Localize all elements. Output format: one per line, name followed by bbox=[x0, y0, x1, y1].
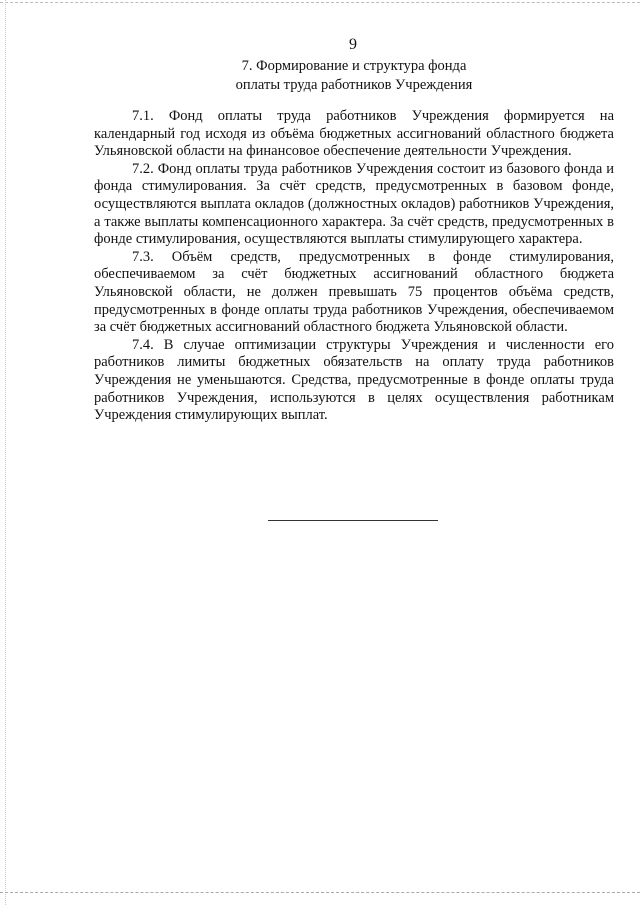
section-title-line-2: оплаты труда работников Учреждения bbox=[235, 77, 473, 93]
section-body bbox=[94, 108, 614, 425]
scan-edge-bottom bbox=[0, 892, 640, 893]
scan-edge-left bbox=[5, 0, 6, 905]
paragraph-7-4: 7.4. В случае оптимизации структуры Учреждения и численности его работников лимиты бюджетных обязательств на оплату труда работников Учреждения не уменьшаются. Средства, предусмотренные в фонде оплаты труда работников Учреждения, используются в целях осуществления работникам Учреждения стимулирующих выплат. bbox=[94, 336, 614, 424]
section-title-line-1: 7. Формирование и структура фонда bbox=[241, 58, 467, 74]
paragraph-7-3: 7.3. Объём средств, предусмотренных в фонде стимулирования, обеспечиваемом за счёт бюджетных ассигнований областного бюджета Ульяновской области, не должен превышать 75 процентов объёма средств, предусмотренных в фонде оплаты труда работников Учреждения, обеспечиваемом за счёт бюджетных ассигнований областного бюджета Ульяновской области. bbox=[94, 248, 614, 336]
end-separator-line bbox=[268, 520, 438, 521]
paragraph-7-2: 7.2. Фонд оплаты труда работников Учреждения состоит из базового фонда и фонда стимулирования. За счёт средств, предусмотренных в базовом фонде, осуществляются выплата окладов (должностных окладов) работников Учреждения, а также выплаты компенсационного характера. За счёт средств, предусмотренных в фонде стимулирования, осуществляются выплаты стимулирующего характера. bbox=[94, 160, 614, 248]
section-title bbox=[94, 57, 614, 95]
scan-edge-top bbox=[0, 2, 640, 3]
paragraph-7-1: 7.1. Фонд оплаты труда работников Учреждения формируется на календарный год исходя из объёма бюджетных ассигнований областного бюджета Ульяновской области на финансовое обеспечение деятельности Учреждения. bbox=[94, 108, 614, 160]
page-number: 9 bbox=[349, 36, 357, 53]
